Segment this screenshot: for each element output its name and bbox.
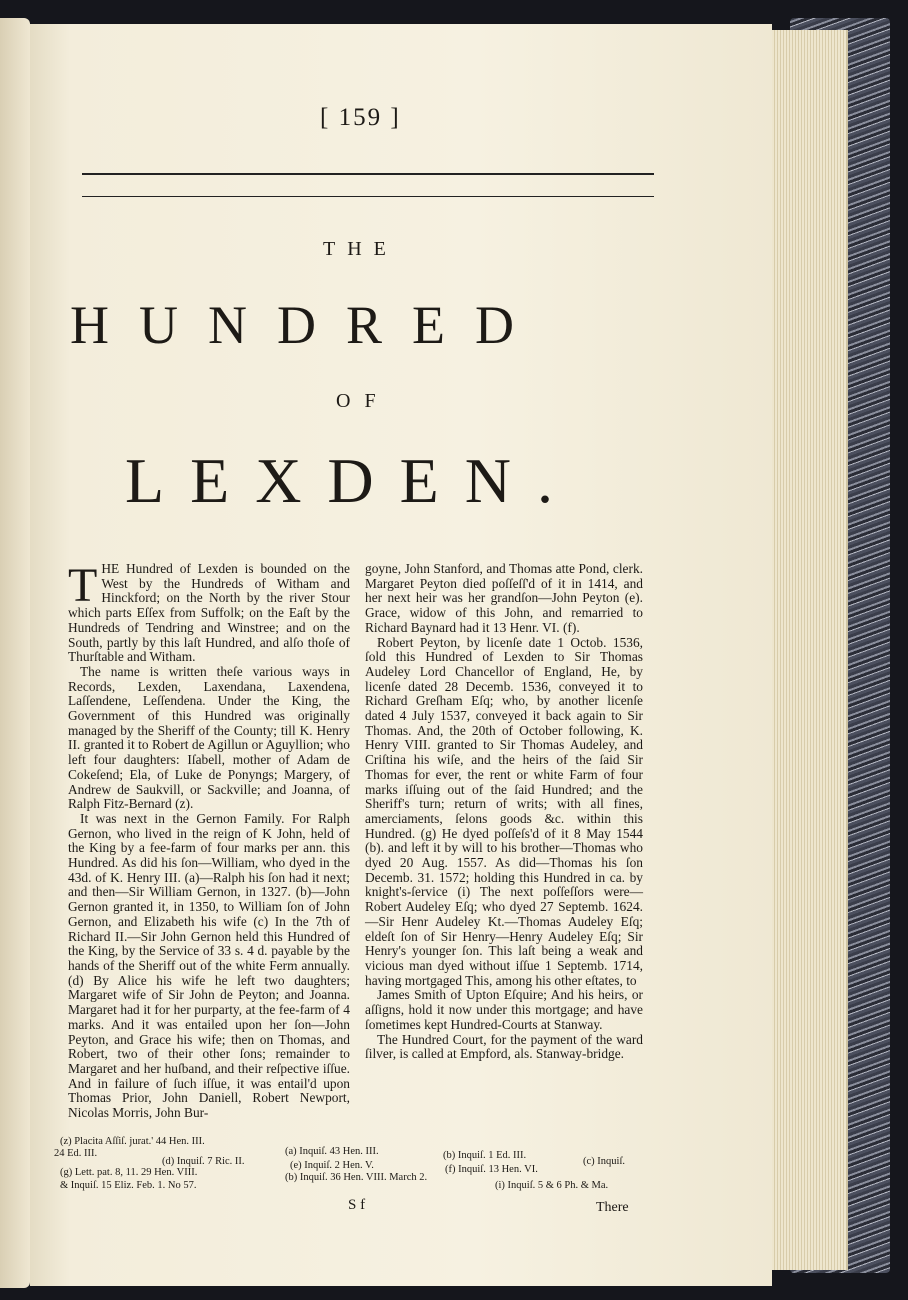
signature-mark: S f [348,1197,366,1213]
book-page [30,24,772,1286]
paragraph: goyne, John Stanford, and Thomas atte Pond, clerk. Margaret Peyton died poſſeſſ'd of it in 1414, and her next heir was her grandſon—John Peyton (e). Grace, widow of this John, and remarried to Richard Baynard had it 13 Henr. VI. (f). [365,561,643,635]
left-column [68,559,350,1121]
paragraph: The name is written theſe various ways in Records, Lexden, Laxendana, Laxendena, Laſſendene, Leſſendena. Under the King, the Government of this Hundred was originally managed by the Sheriff of the County; till K. Henry II. granted it to Robert de Agillun or Aguyllion; who left four daughters: Iſabell, mother of Adam de Cokeſend; Ela, of Luke de Ponyngs; Margery, of Andrew de Saukvill, or Sackville; and Joanna, of Ralph Fitz-Bernard (z). [68,663,350,812]
footnote: (d) Inquiſ. 7 Ric. II. [162,1156,245,1167]
footnote: (z) Placita Aſſiſ. jurat.' 44 Hen. III. [60,1136,205,1147]
title-the: THE [323,238,398,260]
title-of: OF [336,390,390,412]
footnote: (g) Lett. pat. 8, 11. 29 Hen. VIII. [60,1167,198,1178]
paragraph: Robert Peyton, by licenſe date 1 Octob. 1536, ſold this Hundred of Lexden to Sir Thomas Audeley Lord Chancellor of England, He, by licenſe dated 28 Decemb. 1536, conveyed it to Richard Greſham Eſq; who, by another licenſe dated 4 July 1537, conveyed it back again to Sir Thomas. And, the 20th of October following, K. Henry VIII. granted to Sir Thomas Audeley, and Criſtina his wiſe, and the heirs of the ſaid Sir Thomas for ever, the rent or white Farm of four marks iſſuing out of the ſaid Hundred; and the Sheriff's turn; return of writs; with all fines, amerciaments, ſelons goods &c. within this Hundred. (g) He dyed poſſeſs'd of it 8 May 1544 (b). and left it by will to his brother—Thomas who dyed 20 Aug. 1557. As did—Thomas his ſon Decemb. 31. 1572; holding this Hundred in ca. by knight's-ſervice (i) The next poſſeſſors were—Robert Audeley Eſq; who dyed 27 Septemb. 1624.—Sir Henr Audeley Kt.—Thomas Audeley Eſq; eldeſt ſon of Sir Henry—Henry Audeley Eſq; Sir Henry's younger ſon. This laſt being a weak and vicious man dyed without iſſue 1 Septemb. 1714, having mortgaged This, among his other eſtates, to [365,634,643,988]
drop-cap: T [68,559,98,612]
footnote: (e) Inquiſ. 2 Hen. V. [290,1160,374,1171]
paragraph: The Hundred Court, for the payment of the ward ſilver, is called at Empford, als. Stanway-bridge. [365,1031,643,1062]
footnote: & Inquiſ. 15 Eliz. Feb. 1. No 57. [60,1180,197,1191]
header-rule-top [82,173,654,175]
paragraph: It was next in the Gernon Family. For Ralph Gernon, who lived in the reign of K John, held of the King by a fee-farm of four marks per ann. this Hundred. As did his ſon—William, who dyed in the 43d. of K. Henry III. (a)—Ralph his ſon had it next; and then—Sir William Gernon, in 1327. (b)—John Gernon granted it, in 1350, to William ſon of John Gernon, and Elizabeth his wife (c) In the 7th of Richard II.—Sir John Gernon held this Hundred of the King, by the Service of 33 s. 4 d. payable by the hands of the Sheriff out of the white Ferm annually. (d) By Alice his wife he left two daughters; Margaret wife of Sir John de Peyton; and Joanna. Margaret had it for her purparty, at the fee-farm of 4 marks. And it was entailed upon her ſon—John Peyton, and Grace his wife; then on Thomas, and Robert, two of their other ſons; remainder to Margaret and her huſband, and their reſpective iſſue. And in failure of ſuch iſſue, it was entail'd upon Thomas Prior, John Daniell, Robert Newport, Nicolas Morris, John Bur- [68,810,350,1121]
footnote: 24 Ed. III. [54,1148,98,1159]
page-edges [762,30,848,1270]
left-page-edge [0,18,30,1288]
footnote: (i) Inquiſ. 5 & 6 Ph. & Ma. [495,1180,609,1191]
footnote: (f) Inquiſ. 13 Hen. VI. [445,1164,538,1175]
page-number: [ 159 ] [320,104,401,131]
footnote: (b) Inquiſ. 1 Ed. III. [443,1150,527,1161]
footnote: (b) Inquiſ. 36 Hen. VIII. March 2. [285,1172,428,1183]
title-hundred: HUNDRED [70,295,544,355]
title-lexden: LEXDEN. [125,445,579,516]
right-column [365,562,643,1062]
paragraph: James Smith of Upton Eſquire; And his heirs, or aſſigns, hold it now under this mortgage; and have ſometimes kept Hundred-Courts at Stanway. [365,987,643,1032]
header-rule-bottom [82,196,654,197]
paragraph: THE Hundred of Lexden is bounded on the West by the Hundreds of Witham and Hinckford; on the North by the river Stour which parts Eſſex from Suffolk; on the Eaſt by the Hundreds of Tendring and Winstree; and on the South, partly by this laſt Hundred, and alſo thoſe of Thurſtable and Witham. [68,559,350,665]
footnote: (a) Inquiſ. 43 Hen. III. [285,1146,379,1157]
catchword: There [596,1200,629,1215]
footnote: (c) Inquiſ. [583,1156,625,1167]
